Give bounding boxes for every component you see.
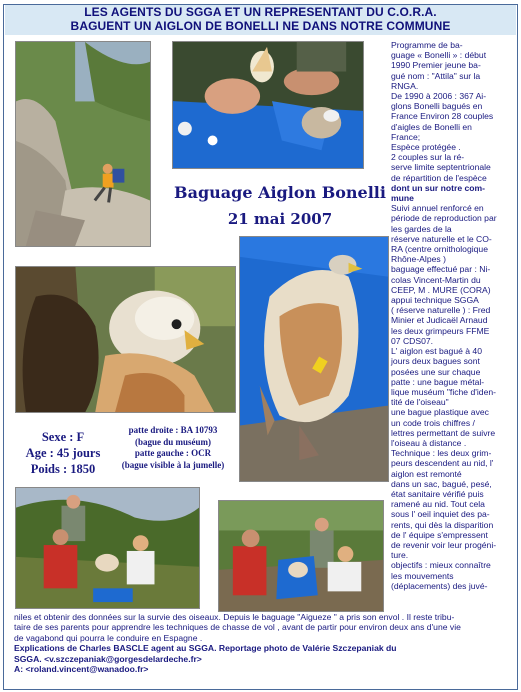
right-line: 07 CDS07. [391, 335, 434, 346]
bottom-line: de vagabond qui pourra le conduire en Espagne . [14, 632, 203, 643]
right-line: tité de l'oiseau" [391, 397, 449, 408]
right-line: un code trois chiffres / [391, 417, 475, 428]
right-line: lique muséum "fiche d'iden- [391, 386, 497, 397]
right-line: 2 couples sur la ré- [391, 152, 465, 163]
article-title: Baguage Aiglon Bonelli [174, 183, 386, 202]
right-line: Minier et Judicaël Arnaud [391, 315, 488, 326]
right-line: Suivi annuel renforcé en [391, 203, 484, 214]
photo-team-left [15, 487, 200, 609]
bottom-line: niles et obtenir des données sur la survie des oiseaux. Depuis le baguage "Aigueze " a pris son envol . Il reste tribu- [14, 612, 455, 622]
band-left-leg: patte gauche : OCR [134, 448, 212, 458]
right-line: baguage effectué par : Ni- [391, 264, 491, 275]
right-line: RNGA. [391, 80, 419, 91]
right-line: (déplacements) des juvé- [391, 580, 488, 591]
right-line: de l' équipe s'empressent [391, 529, 488, 540]
photo-team-right [218, 500, 384, 612]
right-line: réserve naturelle et le CO- [391, 233, 492, 244]
right-line: De 1990 à 2006 : 367 Ai- [391, 91, 487, 102]
header-line-1: LES AGENTS DU SGGA ET UN REPRESENTANT DU C.O.R.A. [84, 5, 437, 19]
right-line: dans un sac, bagué, pesé, [391, 478, 492, 489]
right-line: glons Bonelli bagués en [391, 101, 483, 112]
right-line: CEEP, M . MURE (CORA) [391, 284, 491, 295]
band-left-note: (bague visible à la jumelle) [121, 459, 225, 470]
right-line: France Environ 28 couples [391, 111, 494, 122]
right-line: état sanitaire vérifié puis [391, 488, 484, 499]
right-line: Technique : les deux grim- [391, 448, 492, 459]
right-line: Rhône-Alpes ) [391, 254, 446, 265]
article-date: 21 mai 2007 [227, 210, 333, 228]
right-line: ( réserve naturelle ) : Fred [391, 305, 491, 316]
right-line: une bague plastique avec [391, 407, 489, 418]
page-header [5, 5, 516, 35]
credits-email-1: SGGA. <v.szczepaniak@gorgesdelardeche.fr> [14, 653, 202, 664]
right-line: mune [391, 193, 414, 204]
right-line: les deux grimpeurs FFME [391, 325, 490, 336]
right-line: Espèce protégée . [391, 142, 461, 153]
stat-sexe: Sexe : F [41, 430, 85, 444]
right-line: les mouvements [391, 570, 454, 581]
right-line: Programme de ba- [391, 40, 463, 50]
right-line: patte : une bague métal- [391, 376, 485, 387]
right-line: dont un sur notre com- [391, 182, 486, 193]
eaglet-stats [22, 429, 104, 477]
right-line: 1990 Premier jeune ba- [391, 60, 481, 71]
right-line: rents, qui dès la disparition [391, 519, 494, 530]
right-line: de revenir voir leur progéni- [391, 539, 497, 550]
right-line: période de reproduction par [391, 213, 497, 224]
photo-hands-eaglet [172, 41, 364, 169]
credits-line: Explications de Charles BASCLE agent au SGGA. Reportage photo de Valérie Szczepaniak du [14, 643, 397, 654]
photo-cliff-climber [15, 41, 151, 247]
right-line: serve limite septentrionale [391, 162, 491, 173]
right-line: colas Vincent-Martin du [391, 274, 481, 285]
right-line: ture. [391, 550, 409, 561]
bottom-line: taire de ses parents pour apprendre les techniques de chasse de vol , avant de partir pour environ deux ans d'une vie [14, 622, 461, 633]
photo-eaglet-tarp [239, 236, 389, 482]
right-line: gué nom : "Attila" sur la [391, 70, 481, 81]
right-line: guage « Bonelli » : début [391, 50, 487, 61]
right-line: jours deux bagues sont [391, 356, 480, 367]
band-right-note: (bague du muséum) [134, 436, 211, 447]
right-line: d'aigles de Bonelli en [391, 121, 472, 132]
header-line-2: BAGUENT UN AIGLON DE BONELLI NE DANS NOTRE COMMUNE [70, 19, 451, 33]
right-line: appui technique SGGA [391, 295, 479, 306]
right-line: lettres permettant de suivre [391, 427, 496, 438]
bottom-text [14, 612, 514, 674]
band-info [112, 425, 234, 471]
right-line: RA (centre ornithologique [391, 244, 488, 255]
right-line: les gardes de la [391, 223, 452, 234]
right-line: sous l' oeil inquiet des pa- [391, 509, 490, 520]
right-line: L' aiglon est bagué à 40 [391, 346, 482, 357]
right-line: l'oiseau à distance . [391, 437, 467, 448]
right-line: posées une sur chaque [391, 366, 481, 377]
right-line: aiglon est remonté [391, 468, 462, 479]
right-column-text [391, 40, 515, 591]
right-line: France; [391, 131, 421, 142]
stat-age: Age : 45 jours [25, 446, 101, 460]
band-right-leg: patte droite : BA 10793 [128, 425, 218, 435]
right-line: de répartition de l'espèce [391, 172, 487, 183]
credits-email-2: A: <roland.vincent@wanadoo.fr> [14, 664, 149, 675]
right-line: ramené au nid. Tout cela [391, 499, 485, 510]
photo-eaglet-head [15, 266, 236, 413]
right-line: objectifs : mieux connaître [391, 560, 491, 571]
stat-poids: Poids : 1850 [30, 462, 96, 476]
right-line: peurs descendent au nid, l' [391, 458, 494, 469]
